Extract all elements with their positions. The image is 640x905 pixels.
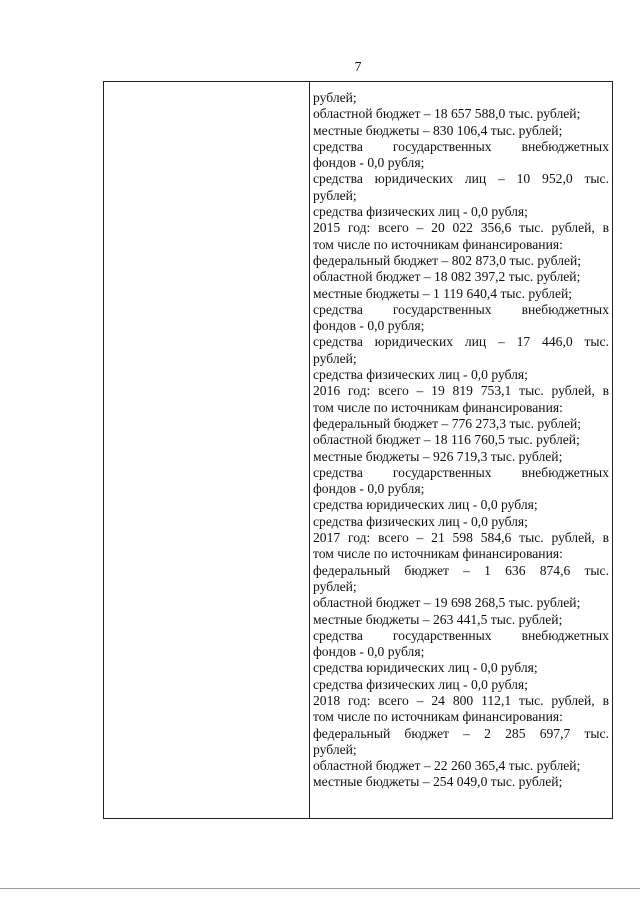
text-line: федеральный бюджет – 1 636 874,6 тыс. <box>313 562 609 578</box>
text-line: средства физических лиц - 0,0 рубля; <box>313 204 528 220</box>
text-line: местные бюджеты – 1 119 640,4 тыс. рублей; <box>313 285 573 301</box>
text-line: областной бюджет – 19 698 268,5 тыс. рублей; <box>313 595 581 611</box>
text-line: средства юридических лиц - 0,0 рубля; <box>313 497 538 513</box>
scan-edge-line <box>0 888 640 889</box>
table-column-divider <box>309 82 310 818</box>
text-line: федеральный бюджет – 802 873,0 тыс. рублей; <box>313 252 582 268</box>
table-left-cell-empty <box>104 82 309 818</box>
text-line: областной бюджет – 18 116 760,5 тыс. рублей; <box>313 432 580 448</box>
text-line: рублей; <box>313 578 357 594</box>
text-line: федеральный бюджет – 776 273,3 тыс. рублей; <box>313 415 582 431</box>
text-line: фондов - 0,0 рубля; <box>313 481 425 497</box>
text-line: фондов - 0,0 рубля; <box>313 318 425 334</box>
text-line: том числе по источникам финансирования: <box>313 399 563 415</box>
text-line: местные бюджеты – 254 049,0 тыс. рублей; <box>313 774 563 790</box>
text-line: средства физических лиц - 0,0 рубля; <box>313 676 528 692</box>
text-line: 2017 год: всего – 21 598 584,6 тыс. рублей, в <box>313 530 609 546</box>
text-line: средства юридических лиц – 10 952,0 тыс. <box>313 171 609 187</box>
text-line: средства государственных внебюджетных <box>313 464 609 480</box>
text-line: средства физических лиц - 0,0 рубля; <box>313 513 528 529</box>
text-line: 2016 год: всего – 19 819 753,1 тыс. рублей, в <box>313 383 609 399</box>
text-line: рублей; <box>313 741 357 757</box>
financing-table <box>103 81 613 819</box>
text-line: рублей; <box>313 350 357 366</box>
text-line: местные бюджеты – 263 441,5 тыс. рублей; <box>313 611 563 627</box>
text-line: местные бюджеты – 830 106,4 тыс. рублей; <box>313 122 563 138</box>
text-line: 2018 год: всего – 24 800 112,1 тыс. рублей, в <box>313 692 609 708</box>
text-line: средства государственных внебюджетных <box>313 138 609 154</box>
text-line: рублей; <box>313 90 357 105</box>
text-line: фондов - 0,0 рубля; <box>313 644 425 660</box>
text-line: том числе по источникам финансирования: <box>313 236 563 252</box>
text-line: том числе по источникам финансирования: <box>313 546 563 562</box>
text-line: средства государственных внебюджетных <box>313 301 609 317</box>
text-line: местные бюджеты – 926 719,3 тыс. рублей; <box>313 448 563 464</box>
text-line: рублей; <box>313 187 357 203</box>
text-line: областной бюджет – 18 657 588,0 тыс. рублей; <box>313 106 581 122</box>
text-line: средства государственных внебюджетных <box>313 627 609 643</box>
text-line: федеральный бюджет – 2 285 697,7 тыс. <box>313 725 609 741</box>
text-line: 2015 год: всего – 20 022 356,6 тыс. рублей, в <box>313 220 609 236</box>
text-line: средства юридических лиц - 0,0 рубля; <box>313 660 538 676</box>
text-line: средства физических лиц - 0,0 рубля; <box>313 367 528 383</box>
page-number: 7 <box>354 60 362 75</box>
table-right-cell <box>313 90 609 791</box>
text-line: областной бюджет – 22 260 365,4 тыс. рублей; <box>313 758 581 774</box>
text-line: том числе по источникам финансирования: <box>313 709 563 725</box>
text-line: средства юридических лиц – 17 446,0 тыс. <box>313 334 609 350</box>
text-line: областной бюджет – 18 082 397,2 тыс. рублей; <box>313 269 581 285</box>
text-line: фондов - 0,0 рубля; <box>313 155 425 171</box>
